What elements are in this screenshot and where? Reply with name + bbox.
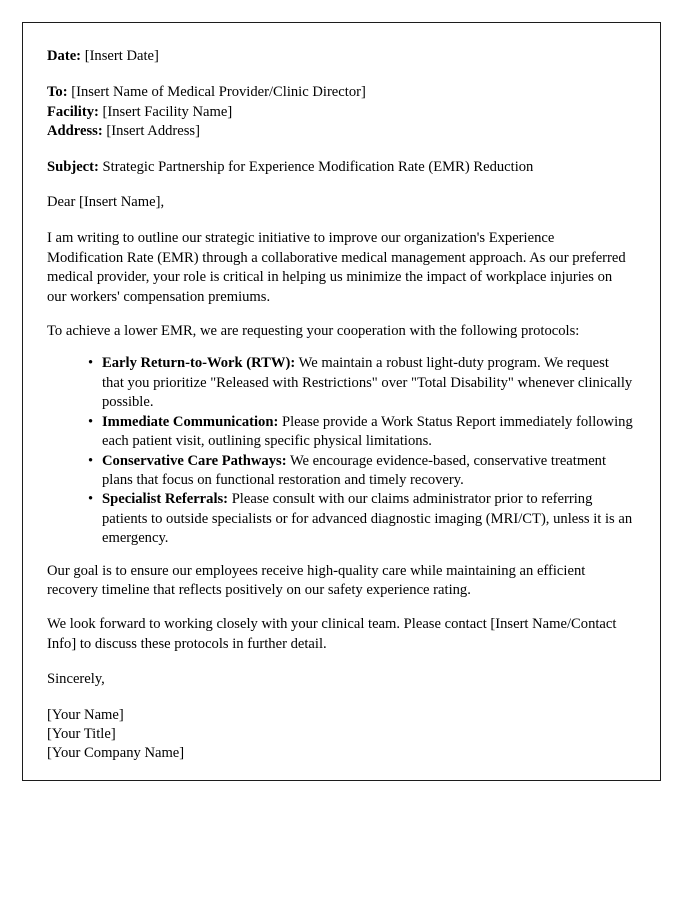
- address-line: [47, 122, 633, 141]
- to-label: To:: [47, 84, 68, 101]
- date-line: [47, 47, 633, 66]
- spacer-after-goal: [47, 600, 633, 615]
- facility-value: [Insert Facility Name]: [102, 103, 233, 120]
- signature-company: [Your Company Name]: [47, 745, 185, 762]
- date-value: [Insert Date]: [84, 48, 159, 64]
- signature-name: [Your Name]: [47, 706, 124, 723]
- list-item: [88, 354, 633, 412]
- facility-line: [47, 103, 633, 122]
- letter-body: [47, 47, 633, 764]
- list-item-text: Please consult with our claims administrator prior to referring patients to outside specialists or for advanced diagnostic imaging (MRI/CT), unless it is an emergency.: [102, 491, 633, 547]
- list-item: [88, 452, 633, 491]
- facility-label: Facility:: [47, 103, 99, 120]
- list-item: [88, 413, 633, 452]
- list-item-lead-in: Early Return-to-Work (RTW):: [102, 355, 296, 372]
- signature-title: [Your Title]: [47, 725, 116, 742]
- date-label: Date:: [47, 48, 82, 64]
- to-value: [Insert Name of Medical Provider/Clinic Director]: [71, 84, 366, 101]
- list-item-lead-in: Conservative Care Pathways:: [102, 452, 287, 469]
- spacer-before-list: [47, 341, 633, 354]
- document-page-frame: [22, 22, 661, 781]
- intro-paragraph: I am writing to outline our strategic initiative to improve our organization's Experience Modification Rate (EMR) through a collaborative medical management approach. As our preferred medical provider, your role is critical in helping us minimize the impact of workplace injuries on our workers' compensation premiums.: [47, 230, 626, 305]
- list-intro-paragraph: To achieve a lower EMR, we are requesting your cooperation with the following protocols:: [47, 323, 580, 340]
- to-line: [47, 83, 633, 102]
- spacer-after-intro: [47, 307, 633, 322]
- subject-line: [47, 158, 633, 177]
- address-value: [Insert Address]: [106, 123, 200, 140]
- list-item-text: Please provide a Work Status Report immediately following each patient visit, outlining specific physical limitations.: [102, 413, 633, 450]
- address-label: Address:: [47, 123, 103, 140]
- spacer-after-list: [47, 549, 633, 562]
- spacer-after-salutation: [47, 212, 633, 229]
- protocol-list: [47, 354, 633, 548]
- list-item: [88, 490, 633, 548]
- list-item-text: We encourage evidence-based, conservative treatment plans that focus on functional restoration and timely recovery.: [102, 452, 607, 488]
- spacer-before-signoff: [47, 654, 633, 670]
- bullet-icon: •: [88, 355, 94, 372]
- subject-label: Subject:: [47, 158, 99, 175]
- closing-paragraph: We look forward to working closely with your clinical team. Please contact [Insert Name/Contact Info] to discuss these protocols in further detail.: [47, 616, 617, 652]
- spacer-after-signoff: [47, 690, 633, 706]
- sign-off: Sincerely,: [47, 671, 105, 688]
- bullet-icon: •: [88, 413, 94, 430]
- bullet-icon: •: [88, 491, 94, 508]
- salutation: Dear [Insert Name],: [47, 194, 165, 211]
- subject-value: Strategic Partnership for Experience Modification Rate (EMR) Reduction: [102, 158, 534, 175]
- spacer-after-date: [47, 66, 633, 83]
- goal-paragraph: Our goal is to ensure our employees receive high-quality care while maintaining an efficient recovery timeline that reflects positively on our safety experience rating.: [47, 562, 586, 598]
- spacer-after-address: [47, 142, 633, 158]
- bullet-icon: •: [88, 452, 94, 469]
- list-item-lead-in: Immediate Communication:: [102, 413, 279, 430]
- list-item-text: We maintain a robust light-duty program. We request that you prioritize "Released with Restrictions" over "Total Disability" whenever clinically possible.: [102, 355, 633, 411]
- spacer-after-subject: [47, 177, 633, 193]
- list-item-lead-in: Specialist Referrals:: [102, 491, 229, 508]
